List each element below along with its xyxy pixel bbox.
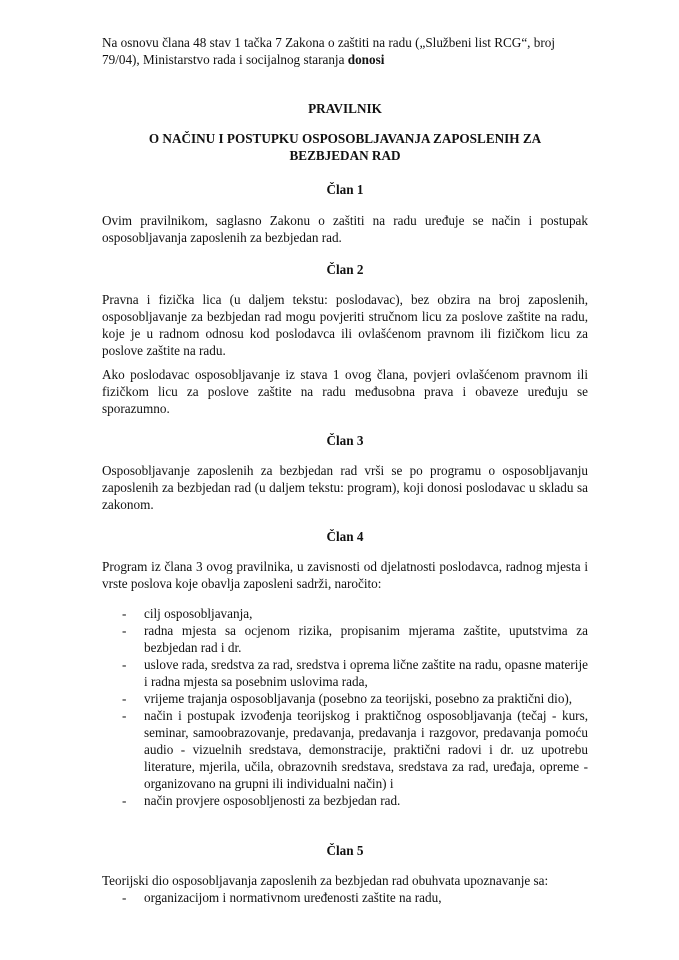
clan2-paragraph-2: Ako poslodavac osposobljavanje iz stava 1 ovog člana, povjeri ovlašćenom pravnom ili fizičkom licu za poslove zaštite na radu međusobna prava i obaveze uređuju se sporazumno. xyxy=(102,367,588,416)
document-subtitle xyxy=(102,130,588,164)
list-dash: - xyxy=(122,890,127,905)
list-item xyxy=(102,656,588,690)
list-dash: - xyxy=(122,691,127,706)
clan5-paragraph: Teorijski dio osposobljavanja zaposlenih za bezbjedan rad obuhvata upoznavanje sa: xyxy=(102,873,549,888)
list-item xyxy=(102,792,588,809)
list-item-text: radna mjesta sa ocjenom rizika, propisanim mjerama zaštite, uputstvima za bezbjedan rad i dr. xyxy=(144,623,588,655)
list-dash: - xyxy=(122,623,127,638)
list-item xyxy=(102,889,588,906)
clan5-heading: Član 5 xyxy=(326,843,364,858)
intro-line-2 xyxy=(102,51,588,68)
clan1-heading: Član 1 xyxy=(326,182,364,197)
list-item-text: organizacijom i normativnom uređenosti zaštite na radu, xyxy=(144,890,442,905)
clan3-paragraph: Osposobljavanje zaposlenih za bezbjedan rad vrši se po programu o osposobljavanju zaposlenih za bezbjedan rad (u daljem tekstu: program), koji donosi poslodavac u skladu sa zakonom. xyxy=(102,463,588,512)
intro-paragraph xyxy=(102,34,588,68)
list-dash: - xyxy=(122,657,127,672)
list-item-text: način provjere osposobljenosti za bezbjedan rad. xyxy=(144,793,401,808)
list-dash: - xyxy=(122,708,127,723)
list-item-text: način i postupak izvođenja teorijskog i praktičnog osposobljavanja (tečaj - kurs, seminar, samoobrazovanje, predavanja, predavanja i razgovor, predavanja pomoću audio - vizuelnih sredstava, demonstracije, praktični radovi i dr. uz upotrebu literature, mjerila, učila, obrazovnih sredstava, sredstava za rad, uređaja, opreme - organizovano na grupni ili individualni način) i xyxy=(144,708,588,791)
list-item xyxy=(102,605,588,622)
list-item-text: cilj osposobljavanja, xyxy=(144,606,253,621)
list-item-text: vrijeme trajanja osposobljavanja (posebno za teorijski, posebno za praktični dio), xyxy=(144,691,573,706)
intro-bold-word: donosi xyxy=(347,52,385,67)
clan1-paragraph: Ovim pravilnikom, saglasno Zakonu o zaštiti na radu uređuje se način i postupak osposobljavanja zaposlenih za bezbjedan rad. xyxy=(102,213,588,245)
clan3-heading: Član 3 xyxy=(326,433,364,448)
clan5-list xyxy=(102,889,588,906)
list-dash: - xyxy=(122,606,127,621)
intro-line-1: Na osnovu člana 48 stav 1 tačka 7 Zakona o zaštiti na radu („Službeni list RCG“, broj xyxy=(102,35,556,50)
subtitle-line-1: O NAČINU I POSTUPKU OSPOSOBLJAVANJA ZAPOSLENIH ZA xyxy=(148,131,542,146)
intro-line-2-text: 79/04), Ministarstvo rada i socijalnog staranja xyxy=(102,52,348,67)
clan4-paragraph: Program iz člana 3 ovog pravilnika, u zavisnosti od djelatnosti poslodavca, radnog mjesta i vrste poslova koje obavlja zaposleni sadrži, naročito: xyxy=(102,559,588,591)
clan4-heading: Član 4 xyxy=(326,529,364,544)
list-item xyxy=(102,622,588,656)
list-item-text: uslove rada, sredstva za rad, sredstva i oprema lične zaštite na radu, opasne materije i radna mjesta sa posebnim uslovima rada, xyxy=(144,657,588,689)
document-title: PRAVILNIK xyxy=(308,101,382,116)
clan2-heading: Član 2 xyxy=(326,262,364,277)
list-item xyxy=(102,690,588,707)
subtitle-line-2: BEZBJEDAN RAD xyxy=(289,148,401,163)
clan4-list xyxy=(102,605,588,809)
list-dash: - xyxy=(122,793,127,808)
clan2-paragraph-1: Pravna i fizička lica (u daljem tekstu: poslodavac), bez obzira na broj zaposlenih, osposobljavanje za bezbjedan rad mogu povjeriti stručnom licu za poslove zaštite na radu, koje je u radnom odnosu kod poslodavca ili ovlašćenom pravnom ili fizičkom licu za poslove zaštite na radu. xyxy=(102,292,588,358)
list-item xyxy=(102,707,588,792)
